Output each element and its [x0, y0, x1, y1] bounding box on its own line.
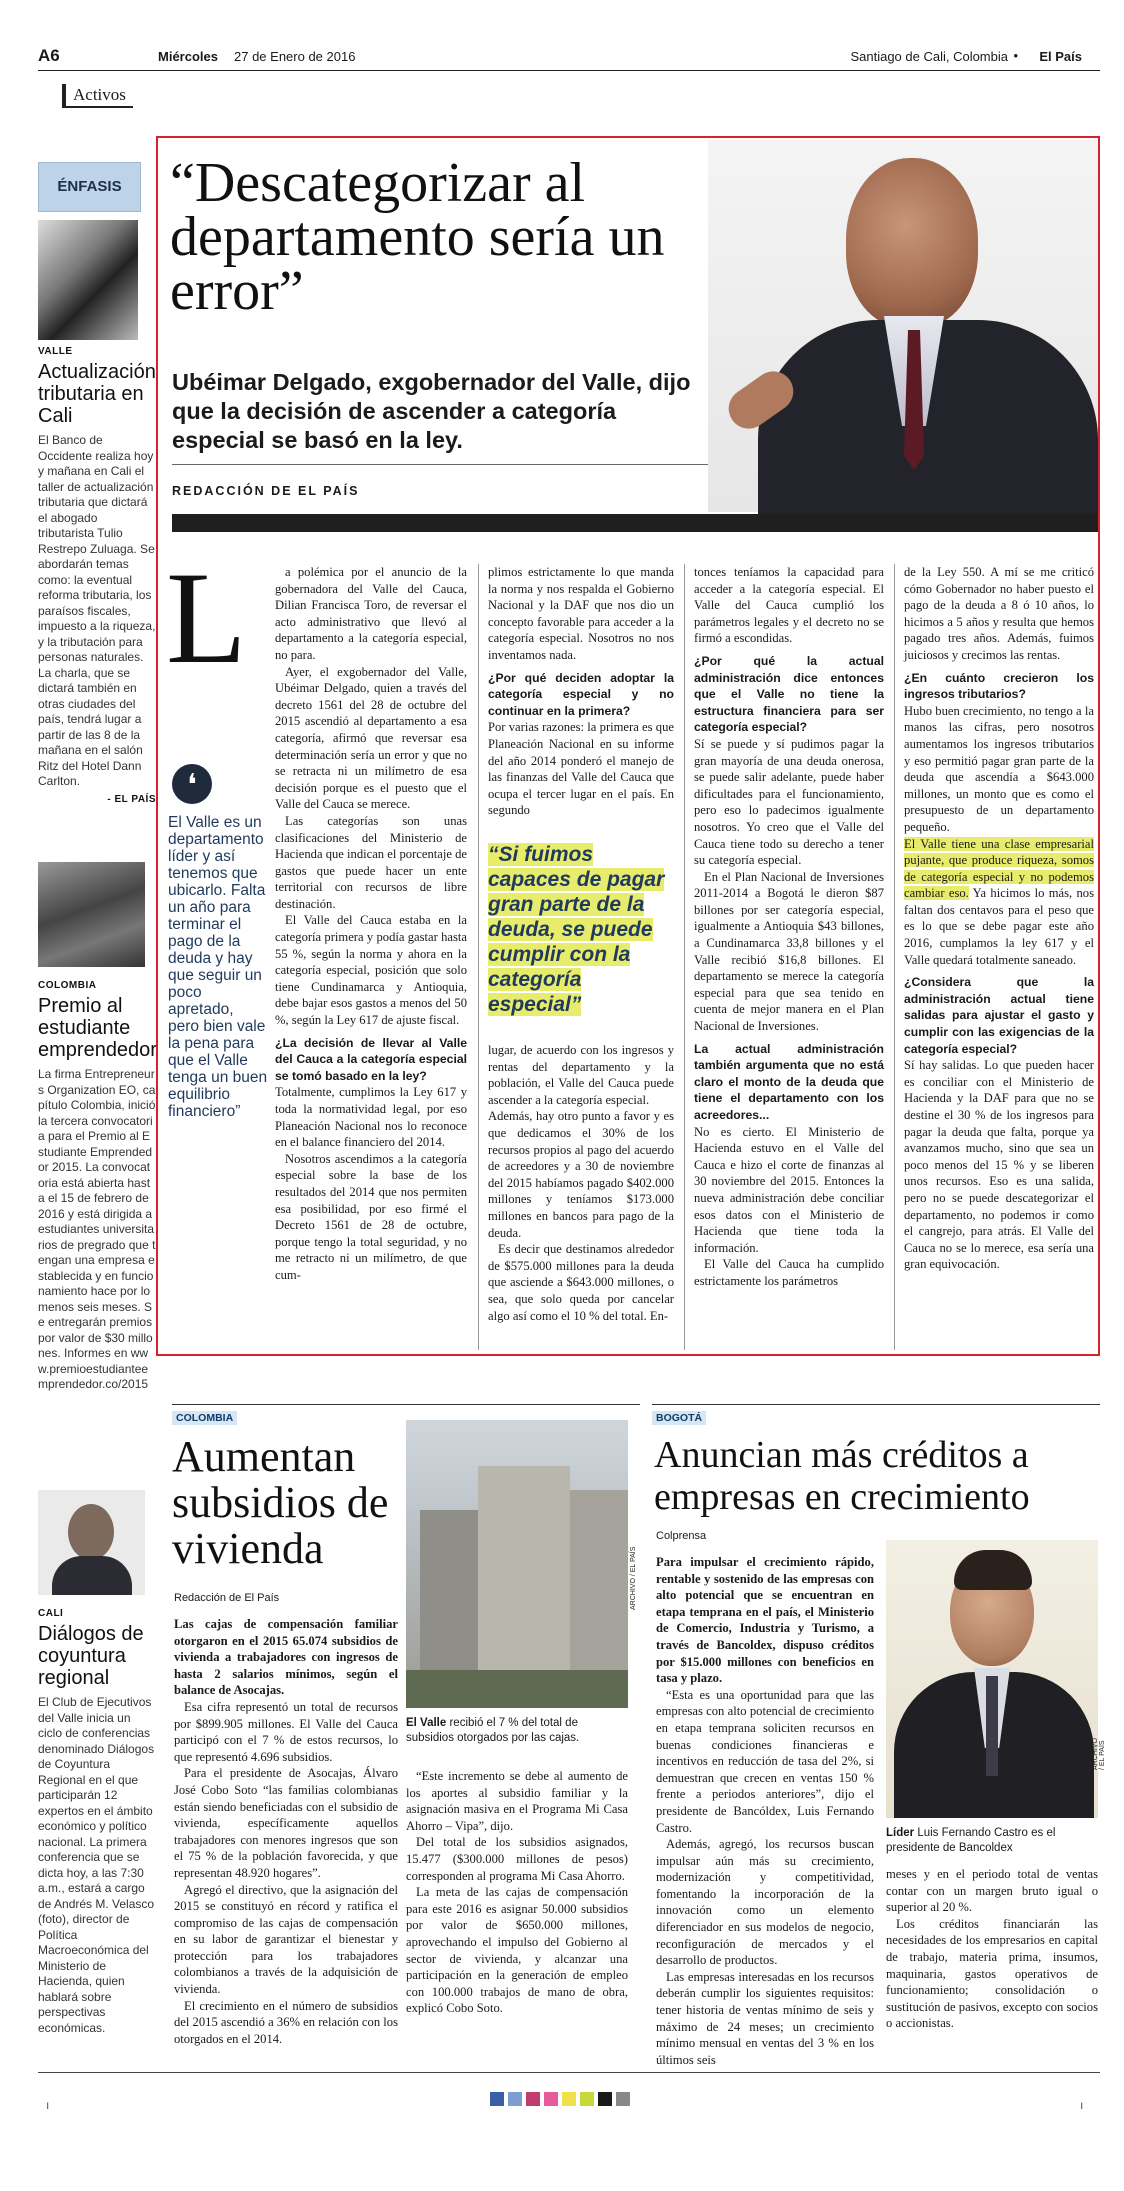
- story2-tag-wrap: [172, 1408, 237, 1426]
- paragraph: Los créditos financiarán las necesidades de los empresarios en capital de trabajo, materia prima, insumos, maquinaria, gastos operativos de funcionamiento; consolidación o sustitución de pasivos, excepto con socios o accionistas.: [886, 1916, 1098, 2031]
- col-divider: [684, 564, 685, 1350]
- paragraph: En el Plan Nacional de Inversiones 2011-2014 a Bogotá le dieron $87 billones por ser categoría especial, igualmente a Antioquia $43 billones, a Cundinamarca 33,8 billones y el Valle recibió $16,8 billones. El departamento se merece la categoría especial para que sea tenido en cuenta de mejor manera en el Plan Nacional de Inversiones.: [694, 869, 884, 1034]
- main-col-1: [275, 564, 467, 1350]
- main-col-2b: [488, 1042, 674, 1350]
- lead-paragraph: Las cajas de compensación familiar otorgaron en el 2015 65.074 subsidios de vivienda a trabajadores con ingresos de hasta 2 salarios mínimos, según el balance de Asocajas.: [174, 1617, 398, 1698]
- paragraph: El crecimiento en el número de subsidios del 2015 ascendió a 36% en relación con los otorgados en el 2014.: [174, 1998, 398, 2046]
- color-swatch: [526, 2092, 540, 2106]
- main-photo-delgado: [708, 140, 1098, 512]
- drop-cap: L: [166, 544, 247, 691]
- paragraph: Las categorías son unas clasificaciones del Ministerio de Hacienda que indican el porcentaje de gastos que puede hacer un ente territorial con recursos de libre destinación.: [275, 813, 467, 911]
- story3-col-1: [656, 1554, 874, 2067]
- col-divider: [894, 564, 895, 1350]
- story3-tag: BOGOTÁ: [652, 1411, 706, 1425]
- paragraph: Por varias razones: la primera es que Planeación Nacional en su informe del año 2014 ponderó el manejo de las finanzas del Valle del Cauca que ocupa el tercer lugar en el país. En segundo: [488, 720, 674, 818]
- paragraph: Esa cifra representó un total de recursos por $899.905 millones. El Valle del Cauca participó con el 7 % de estos recursos, lo que representó 4.696 subsidios.: [174, 1699, 398, 1764]
- paragraph: lugar, de acuerdo con los ingresos y rentas del departamento y la población, el Valle del Cauca puede ascender a la categoría especial.: [488, 1043, 674, 1107]
- sidebar-item-cali: [38, 1608, 156, 2036]
- sidebar-credit: - EL PAÍS: [107, 793, 156, 805]
- crop-mark-left: ı: [46, 2098, 50, 2112]
- highlighted-text: El Valle tiene una clase empresarial pujante, que produce riqueza, somos de categoría especial y no podemos cambiar eso.: [904, 836, 1094, 901]
- sidebar-photo-students: [38, 862, 145, 967]
- color-registration-bar: [490, 2092, 630, 2106]
- col-divider: [478, 564, 479, 1350]
- sidebar-tag: COLOMBIA: [38, 980, 97, 991]
- story3-photo-castro: [886, 1540, 1098, 1818]
- story2-headline: Aumentan subsidios de vivienda: [172, 1432, 389, 1573]
- story3-byline: Colprensa: [656, 1530, 707, 1542]
- sidebar-title: Diálogos de coyuntura regional: [38, 1623, 144, 1689]
- paragraph: La meta de las cajas de compensación para este 2016 es asignar 50.000 subsidios por valor de $650.000 millones, aprovechando el impulso del Gobierno al sector de vivienda, y alcanzar una participación en la generación de empleo con 100.000 trabajos de mano de obra, explicó Cobo Soto.: [406, 1885, 628, 2016]
- paragraph: Además, agregó, los recursos buscan impulsar aún más su crecimiento, modernización y competitividad, fomentando la incorporación de la innovación como un elemento diferenciador en sus modelos de negocio, reconfiguración de mercados y el desarrollo de productos.: [656, 1837, 874, 1968]
- paragraph: Las empresas interesadas en los recursos deberán cumplir los siguientes requisitos: tener historia de ventas mínimo de seis y máximo de 24 meses; un crecimiento mínimo mensual en ventas del 3 % en los últimos seis: [656, 1969, 874, 2067]
- story3-rule: [652, 1404, 1100, 1405]
- callout-box: [168, 764, 268, 1120]
- story2-rule: [172, 1404, 640, 1405]
- callout-text: El Valle es un departamento líder y así tenemos que ubicarlo. Falta un año para terminar el pago de la deuda y hay que seguir un poco apretado, pero bien vale la pena para que el Valle tenga un buen equilibrio financiero”: [168, 814, 268, 1120]
- color-swatch: [544, 2092, 558, 2106]
- footer-rule: [38, 2072, 1100, 2073]
- sidebar-photo-hands: [38, 220, 138, 340]
- section-label: Activos: [62, 84, 133, 108]
- header-day: Miércoles: [158, 49, 218, 64]
- story3-headline: Anuncian más créditos a empresas en crecimiento: [654, 1434, 1030, 1518]
- main-headline: “Descategorizar al departamento sería un error”: [170, 152, 665, 322]
- pull-quote-text: “Si fuimos capaces de pagar gran parte de la deuda, se puede cumplir con la categoría especial”: [488, 843, 665, 1016]
- paragraph: “Esta es una oportunidad para que las empresas con alto potencial de crecimiento en etapa temprana soliciten recursos en buenas condiciones financieras e incentivos en reducción de tasa del 2%, si demuestran que crecen en ventas 150 % frente a periodos anteriores”, dijo el presidente de Bancóldex, Luis Fernando Castro.: [656, 1687, 874, 1835]
- header-place: Santiago de Cali, Colombia: [850, 49, 1008, 64]
- color-swatch: [508, 2092, 522, 2106]
- interview-question: La actual administración también argumenta que no está claro el monto de la deuda que tiene el departamento con los acreedores...: [694, 1041, 884, 1122]
- paragraph: Para el presidente de Asocajas, Álvaro José Cobo Soto “las familias colombianas están siendo beneficiadas con el subsidio de vivienda, específicamente aquellos trabajadores con menores ingresos que son el 75 % de la población favorecida, y que representan 48.920 hogares”.: [174, 1766, 398, 1880]
- sidebar-item-valle: [38, 346, 156, 805]
- paragraph: Agregó el directivo, que la asignación del 2015 se constituyó en récord y ratifica el compromiso de las cajas de compensación en su labor de garantizar el bienestar y protección para los trabajadores colombianos a través de la adquisición de vivienda.: [174, 1882, 398, 1997]
- story2-col-1: [174, 1616, 398, 2054]
- header-paper: El País: [1039, 49, 1082, 64]
- color-swatch: [616, 2092, 630, 2106]
- paragraph: Ayer, el exgobernador del Valle, Ubéimar Delgado, quien a través del decreto 1561 del 28 de octubre del 2015 ascendió al departamento a esa categoría, afirmó que reversar esa determinación sería un error y que no se retracta ni un milímetro de esa decisión porque es el puesto que el Valle del Cauca se merece.: [275, 664, 467, 812]
- interview-question: ¿Por qué la actual administración dice entonces que el Valle no tiene la estructura financiera para ser categoría especial?: [694, 653, 884, 735]
- paragraph: Es decir que destinamos alrededor de $575.000 millones para la deuda que asciende a $643.000 millones, o sea, que solo queda por cancelar algo así como el 10 % del total. En-: [488, 1242, 674, 1323]
- paragraph: Sí se puede y sí pudimos pagar la gran mayoría de una deuda onerosa, se puede salir adelante, puede haber dificultades para el funcionamiento, pero eso lo padecimos igualmente nosotros. Yo creo que el Valle del Cauca tiene todo su derecho a tener su categoría especial.: [694, 736, 884, 868]
- story3-caption: [886, 1826, 1098, 1856]
- paragraph: Además, hay otro punto a favor y es que dedicamos el 30% de los recursos propios al pago del acuerdo de acreedores y a 30 de noviembre del 2015 habíamos pagado $402.000 millones y teníamos $173.000 millones en bancos para pago de la deuda.: [488, 1109, 674, 1240]
- sidebar-photo-velasco: [38, 1490, 145, 1595]
- story2-caption-text: recibió el 7 % del total de subsidios otorgados por las cajas.: [406, 1717, 580, 1744]
- paragraph: El Valle del Cauca estaba en la categoría primera y podía gastar hasta 55 %, según la norma y ahora en la categoría especial, posición que solo tiene Cundinamarca y Antioquia, debe bajar esos gastos a menos del 50 %, según la Ley 617 de ajuste fiscal.: [275, 913, 467, 1028]
- story2-photo-credit: ARCHIVO / EL PAÍS: [630, 1546, 637, 1610]
- paragraph-continuation: Ya hicimos lo más, nos faltan dos centavos para el peso que es lo que se debe pagar este año 2016, cumplamos la ley 617 y el Valle quedará totalmente saneado.: [904, 886, 1095, 967]
- lead-paragraph: Para impulsar el crecimiento rápido, rentable y sostenido de las empresas con alto potencial que se encuentran en etapa temprana en el país, el Ministerio de Comercio, Industria y Turismo, a través de Bancoldex, dispuso créditos por $15.000 millones con beneficios en tasa y plazo.: [656, 1555, 874, 1686]
- story3-tag-wrap: [652, 1408, 706, 1426]
- color-swatch: [490, 2092, 504, 2106]
- interview-question: ¿Por qué deciden adoptar la categoría especial y no continuar en la primera?: [488, 670, 674, 718]
- sidebar-title: Actualización tributaria en Cali: [38, 361, 156, 427]
- paragraph: plimos estrictamente lo que manda la norma y nos respalda el Gobierno Nacional y la DAF que nos dio un concepto favorable para acceder a la categoría especial. Nosotros no nos inventamos nada.: [488, 565, 674, 662]
- story2-caption-bold: El Valle: [406, 1717, 447, 1729]
- story2-tag: COLOMBIA: [172, 1411, 237, 1425]
- story2-photo-buildings: [406, 1420, 628, 1708]
- color-swatch: [598, 2092, 612, 2106]
- sidebar-body: El Club de Ejecutivos del Valle inicia un ciclo de conferencias denominado Diálogos de Coyuntura Regional en el que participarán 12 expertos en el ámbito económico y político nacional. La primera conferencia que se dicta hoy, a las 7:30 a.m., estará a cargo de Andrés M. Velasco (foto), director de Política Macroeconómica del Ministerio de Hacienda, quien hablará sobre perspectivas económicas.: [38, 1695, 155, 2035]
- story3-col-2: [886, 1866, 1098, 2054]
- story2-byline: Redacción de El País: [174, 1592, 280, 1604]
- interview-question: ¿Considera que la administración actual tiene salidas para ajustar el gasto y cumplir con las exigencias de la categoría especial?: [904, 975, 1094, 1056]
- story3-caption-bold: Líder: [886, 1827, 915, 1839]
- paragraph: meses y en el periodo total de ventas contar con un margen bruto igual o superior al 20 %.: [886, 1867, 1098, 1915]
- crop-mark-right: ı: [1080, 2098, 1084, 2112]
- subhead-rule: [172, 464, 708, 465]
- paragraph: Totalmente, cumplimos la Ley 617 y toda la normatividad legal, por eso Planeación Nacional nos lo reconoce en el balance financiero del 2014.: [275, 1085, 467, 1150]
- story3-photo-credit: ARCHIVO / EL PAÍS: [1092, 1738, 1106, 1770]
- paragraph: Hubo buen crecimiento, no tengo a la manos las cifras, pero nosotros aumentamos los ingresos tributarios y eso permitió pagar gran parte de la deuda que ascendía a $643.000 millones, un monto que es como el presupuesto de un departamento pequeño.: [904, 703, 1094, 834]
- paragraph: a polémica por el anuncio de la gobernadora del Valle del Cauca, Dilian Francisca Toro, de reversar el acto administrativo que llevó al departamento a la categoría especial, no para.: [275, 565, 467, 662]
- paragraph: “Este incremento se debe al aumento de los aportes al subsidio familiar y la asignación masiva en el Programa Mi Casa Ahorro – Vipa”, dijo.: [406, 1769, 628, 1833]
- enfasis-badge: ÉNFASIS: [38, 162, 141, 212]
- pull-quote: [488, 842, 674, 1017]
- quote-icon: ❛: [172, 764, 212, 804]
- paragraph: Sí hay salidas. Lo que pueden hacer es conciliar con el Ministerio de Hacienda y la DAF para que no se destine el 30 % de los ingresos para pagar la deuda que falta, porque ya avanzamos mucho, sino que sea un poco menos del 15 % y se liberen unos recursos. Eso es una salida, pero no se puede descategorizar el departamento, no podemos ir como el cangrejo, para atrás. El Valle del Cauca no se lo merece, esa sería una gran equivocación.: [904, 1058, 1094, 1272]
- paragraph: El Valle del Cauca ha cumplido estrictamente los parámetros: [694, 1257, 884, 1288]
- page-header: A6 Miércoles 27 de Enero de 2016 Santiago de Cali, Colombia • El País: [38, 46, 1082, 65]
- interview-question: ¿La decisión de llevar al Valle del Cauca a la categoría especial se tomó basado en la ley?: [275, 1035, 467, 1083]
- color-swatch: [562, 2092, 576, 2106]
- main-col-2a: [488, 564, 674, 840]
- story2-col-2: [406, 1768, 628, 2054]
- header-rule: [38, 70, 1100, 71]
- story3-caption-text: Luis Fernando Castro es el presidente de Bancoldex: [886, 1827, 1056, 1854]
- page-number: A6: [38, 46, 60, 65]
- main-subhead: Ubéimar Delgado, exgobernador del Valle, dijo que la decisión de ascender a categoría especial se basó en la ley.: [172, 369, 691, 453]
- sidebar-tag: VALLE: [38, 346, 73, 357]
- sidebar-title: Premio al estudiante emprendedor: [38, 995, 157, 1061]
- sidebar-body: La firma Entrepreneurs Organization EO, capítulo Colombia, inició la tercera convocatoria para el Premio al Estudiante Emprendedor 2015. La convocatoria está abierta hasta el 15 de febrero de 2016 y está dirigida a estudiantes universitarios de pregrado que tengan una empresa establecida y en funcionamiento hace por lo menos seis meses. Se entregarán premios por valor de $30 millones. Informes en www.premioestudianteemprendedor.co/2015: [38, 1067, 156, 1391]
- paragraph: de la Ley 550. A mí se me criticó cómo Gobernador no haber puesto el pago de la deuda a 8 ó 10 años, lo hicimos a 5 años y resulta que hemos pagado tres años. Además, fuimos juiciosos y crecimos las rentas.: [904, 565, 1094, 662]
- sidebar-tag: CALI: [38, 1608, 64, 1619]
- main-byline: REDACCIÓN DE EL PAÍS: [172, 484, 360, 498]
- story2-caption: [406, 1716, 628, 1746]
- black-band: [172, 514, 1098, 532]
- paragraph: Del total de los subsidios asignados, 15.477 ($300.000 millones de pesos) corresponden al programa Mi Casa Ahorro.: [406, 1835, 628, 1883]
- main-col-3: [694, 564, 884, 1350]
- color-swatch: [580, 2092, 594, 2106]
- sidebar-item-colombia: [38, 980, 156, 1393]
- main-col-4: [904, 564, 1094, 1350]
- interview-question: ¿En cuánto crecieron los ingresos tributarios?: [904, 670, 1094, 702]
- paragraph: tonces teníamos la capacidad para acceder a la categoría especial. El Valle del Cauca cumplió los parámetros legales y el decreto no se firmó a escondidas.: [694, 565, 884, 646]
- sidebar-body: El Banco de Occidente realiza hoy y mañana en Cali el taller de actualización tributaria que dictará el abogado tributarista Tulio Restrepo Zuluaga. Se abordarán temas como: la eventual reforma tributaria, los paraísos fiscales, impuesto a la riqueza, y la tributación para personas naturales. La charla, que se dictará también en otras ciudades del país, tendrá lugar a partir de las 8 de la mañana en el salón Ritz del Hotel Dann Carlton.: [38, 433, 156, 788]
- paragraph: No es cierto. El Ministerio de Hacienda estuvo en el Valle del Cauca e hizo el corte de finanzas al 30 noviembre del 2015. Entonces la nueva administración debe conciliar esos datos con el Ministerio de Hacienda que tiene toda la información.: [694, 1124, 884, 1255]
- header-date: 27 de Enero de 2016: [234, 49, 356, 64]
- paragraph: [904, 836, 1094, 969]
- paragraph: Nosotros ascendimos a la categoría especial sobre la base de los resultados del 2014 que nos permiten esa posibilidad, por eso firmé el Decreto 1561 de 28 de octubre, porque tengo la total seguridad, y no me retracto ni un milímetro, de que cum-: [275, 1151, 467, 1282]
